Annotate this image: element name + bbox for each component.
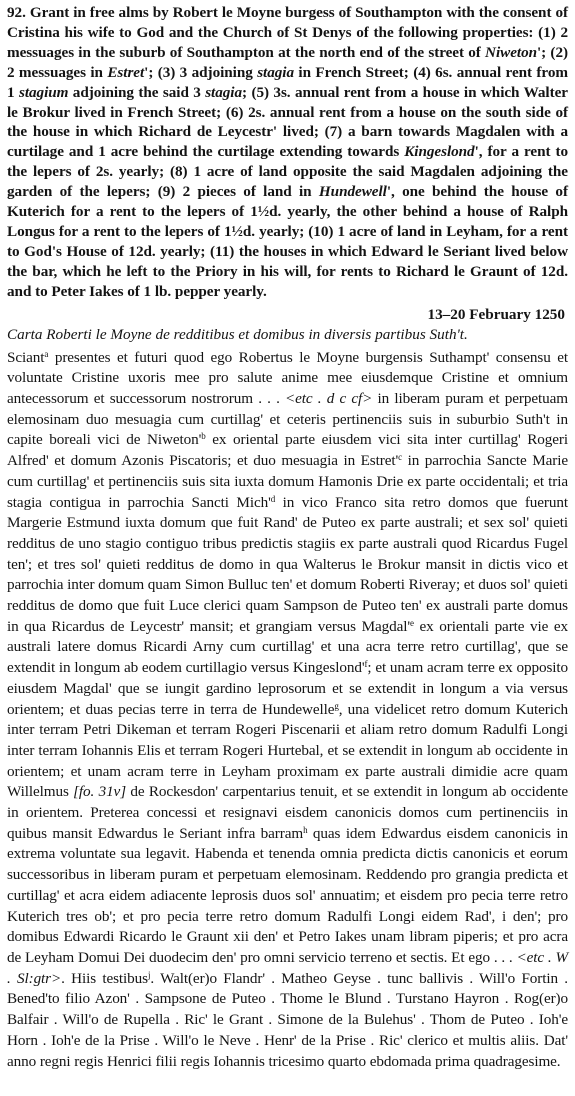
latin-term: stagium	[18, 83, 69, 101]
footnote-mark: g	[334, 700, 339, 711]
footnote-mark: b	[201, 431, 206, 442]
latin-term: stagia	[205, 83, 243, 101]
place-name: Niweton	[485, 43, 538, 61]
charter-word: Sciant	[7, 348, 45, 366]
charter-segment: de Rockesdon' carpentarius tenuit, et se extendit in longum ab occidente in orientem. Preterea concessi et resignavi eisdem canonicis domos cum pertinenciis in quibus mansit Edwardus le Seriant infra barram	[7, 783, 568, 842]
latin-term: stagia	[257, 63, 295, 81]
summary-text: Priory in his will, for rents to Richard le Graunt of 12d. and to Peter Iakes of 1 lb.	[7, 262, 568, 300]
charter-segment: ; et unam acram terre ex opposito eiusdem Magdal' que se iungit gardino leprosorum et se extendit in longum a via versus orientem; et duas pecias terre in terra de Hundewelle	[7, 659, 568, 718]
charter-segment: . Hiis testibus	[61, 969, 148, 987]
summary-text: yearly, the other behind a house of Ralph Longus for a rent to the lepers of 1½d.	[7, 203, 569, 240]
footnote-mark: h	[303, 824, 308, 835]
summary-text: ; (5) 3s. annual rent	[242, 83, 371, 101]
place-name: Hundewell	[318, 183, 387, 201]
summary-text: pepper yearly.	[174, 282, 267, 300]
charter-segment: quas idem Edwardus eisdem canonicis in extrema voluntate sua legavit. Habenda et tenenda omnia predicta dictis canonicis et eorum successoribus in liberam puram et perpetuam elemosinam. Reddendo pro grangia predicta et curtillag' et acra eidem adiacente leprosis duos sol' annuatim; et eisdem pro pecia terre retro Kuterich tres ob'; et pro pecia terre retro domum Radulfi Longi eidem Rad', i den'; pro domibus Edwardi Ricardo le Graunt xii den' et Petro Iakes unam libram piperis; et pro acra de Leyham Domui Dei duodecim den' pro omni servicio terreno et sectis. Et ego . . .	[7, 824, 568, 966]
charter-segment: in vico Franco sita retro domos que fuerunt Margerie Estmund iuxta domum que fuit Rand' de Puteo ex parte australi; et sex sol' quieti redditus de uno stagio contiguo tribus predictis stagiis ex parte australi quod Ricardus Fugel ten'; et tres sol' quieti redditus de domo in qua Walterus le Brokur mansit in dictis vico et parrochia inter domum quam Simon Bulluc ten' et domum Roberti Riveray; et duos sol' quieti redditus de domo que fuit Luce clerici quam Sampson de Puteo ten' ex australi parte domus in qua Ricardus de Leycestr' mansit; et grangiam versus Magdal'	[7, 493, 568, 635]
summary-text: a barn towards Magdalen with a curtilage and 1 acre behind the curtilage	[7, 123, 569, 161]
footnote-mark: a	[44, 348, 49, 359]
summary-text: yearly; (10) 1 acre of land in Leyham, for a rent to God's House of 12d. yearly; (11)	[7, 222, 569, 260]
footnote-mark: d	[270, 493, 276, 504]
folio-reference: [fo. 31v]	[73, 783, 127, 801]
place-name: Kingeslond	[404, 143, 475, 161]
summary-text: '; (2) 2 messuages in	[7, 43, 568, 81]
charter-rubric: Carta Roberti le Moyne de redditibus et domibus in diversis partibus Suth't.	[7, 325, 468, 343]
charter-segment: ex orientali parte vie ex australi latere domus Ricardi Arny cum curtillag' et una acra terre retro curtillag', que se extendit in longum ab eodem curtillagio versus Kingeslond'	[7, 617, 569, 677]
summary-text: ', one behind the house of Kuterich for a rent to the lepers of 1½d.	[7, 183, 568, 221]
charter-segment: . Walt(er)o Flandr' . Matheo Geyse . tunc ballivis . Will'o Fortin . Bened'to filio Azon' . Sampsone de Puteo . Thome le Blund . Turstano Hayron . Rog(er)o Balfair . Will'o de Rupella . Ric' le Grant . Simone de la Bulehus' . Thom de Puteo . Ioh'e Horn . Ioh'e de la Prise . Will'o le Neve . Henr' de la Prise . Ric' clerico et multis aliis. Dat' anno regni regis Henrici filii regis Iohannis tricesimo quarto ebdomada prima quadragesime.	[7, 969, 568, 1070]
summary-text: in	[299, 183, 319, 201]
charter-segment: presentes et futuri quod ego Robertus le Moyne burgensis Suthampt' consensu et voluntate Cristine uxoris mee pro salute anime mee eiusdemque Cristine et omnium antecessorum et successorum nostrorum . . .	[7, 348, 568, 407]
summary-text: in French Street;	[294, 63, 409, 81]
charter-text	[7, 348, 568, 1073]
entry-date: 13–20 February 1250	[427, 305, 565, 323]
footnote-mark: e	[410, 617, 414, 628]
entry-summary	[7, 3, 568, 302]
summary-text: (4) 6s. annual rent from 1	[7, 63, 568, 101]
footnote-mark: c	[398, 452, 402, 463]
summary-text: '; (3) 3 adjoining	[144, 63, 258, 81]
summary-text: from a house on the south side of the house in which Richard de Leycestr' lived; (7)	[7, 103, 569, 141]
summary-text: from a house in which Walter le Brokur lived in French Street; (6) 2s. annual rent	[7, 83, 568, 121]
footnote-mark: f	[364, 659, 368, 670]
summary-text: street of	[428, 43, 486, 61]
charter-segment: in parrochia Sancte Marie cum curtillag' et pertinenciis suis sita iuxta domum Hamonis Drie ex parte occidentali; et tria stagia contigua in parrochia Sancti Mich'	[7, 452, 568, 511]
summary-text: 92. Grant in free alms by Robert le Moyne burgess of Southampton with the	[7, 4, 499, 21]
summary-text: properties: (1) 2 messuages in the suburb of Southampton at the north end of the	[7, 23, 568, 61]
summary-text: adjoining the said 3	[68, 83, 206, 101]
place-name: Estret	[107, 63, 145, 81]
summary-text: the houses in which Edward le Seriant lived below the bar, which he left to the	[7, 242, 568, 280]
summary-text: opposite the said Magdalen adjoining the garden of the lepers; (9) 2 pieces of land	[7, 163, 569, 201]
charter-segment: ex oriental parte eiusdem vici sita inter curtillag' Rogeri Alfred' et domum Azonis Piscatoris; et duo mesuagia in Estret'	[7, 431, 568, 470]
summary-text: consent of Cristina his wife to God and the Church of St Denys of the following	[7, 4, 568, 41]
editorial-abbreviation: <etc . W . Sl:gtr>	[7, 948, 568, 987]
summary-text: ', for a rent to the lepers of 2s. yearly; (8) 1 acre of land	[7, 143, 569, 181]
charter-segment: in liberam puram et perpetuam elemosinam duo mesuagia cum curtillag' et ceteris pertinenciis suis in suburbio Suth't in capite boreali vici de Niweton'	[7, 390, 568, 449]
charter-segment: , una videlicet retro domum Kuterich inter terram Petri Dikeman et terram Rogeri Piscenarii et aliam retro domum Radulfi Longi inter terram Iohannis Elis et terram Rogeri Hurtebal, et se extendit in longum ab occidente in orientem; et unam acram terre in Leyham proximam ex parte australi dimidie acre quam Willelmus	[7, 700, 568, 801]
editorial-abbreviation: <etc . d c cf>	[285, 390, 373, 407]
summary-text: extending towards	[279, 143, 405, 161]
footnote-mark: j	[147, 969, 151, 980]
